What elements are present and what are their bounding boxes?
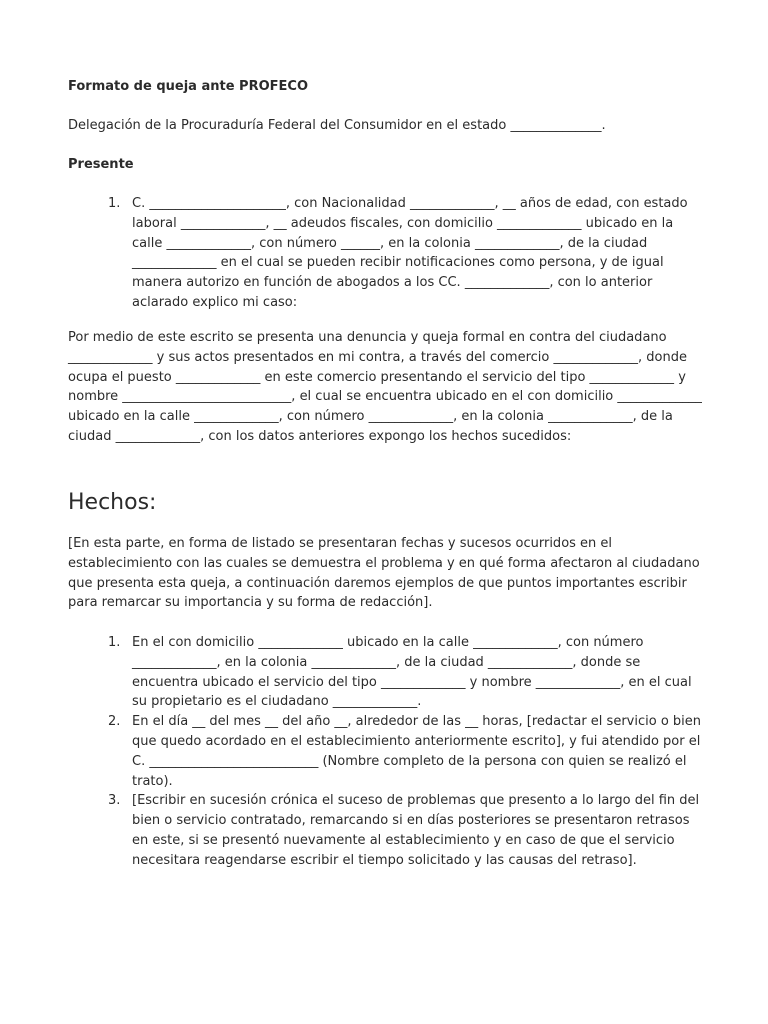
list-item-number: 2. <box>108 714 121 730</box>
list-item-number: 3. <box>108 793 121 809</box>
list-item-text: C. _____________________, con Nacionalidad _____________, __ años de edad, con estado laboral _____________, __ adeudos fiscales, con domicilio _____________ ubicado en la calle _____________, con número ______, en la colonia _____________, de la ciudad _____________ en el cual se pueden recibir notificaciones como persona, y de igual manera autorizo en función de abogados a los CC. _____________, con lo anterior aclarado explico mi caso: <box>132 196 688 310</box>
facts-list <box>108 633 704 871</box>
list-item-text: [Escribir en sucesión crónica el suceso de problemas que presento a lo largo del fin del bien o servicio contratado, remarcando si en días posteriores se presentaron retrasos en este, si se presentó nuevamente al establecimiento y en caso de que el servicio necesitara reagendarse escribir el tiempo solicitado y las causas del retraso]. <box>132 793 700 868</box>
complaint-paragraph: Por medio de este escrito se presenta una denuncia y queja formal en contra del ciudadano _____________ y sus actos presentados en mi contra, a través del comercio _____________, donde ocupa el puesto _____________ en este comercio presentando el servicio del tipo _____________ y nombre __________________________, el cual se encuentra ubicado en el con domicilio _____________ ubicado en la calle _____________, con número _____________, en la colonia _____________, de la ciudad _____________, con los datos anteriores expongo los hechos sucedidos: <box>68 330 702 444</box>
list-item-text: En el día __ del mes __ del año __, alrededor de las __ horas, [redactar el servicio o bien que quedo acordado en el establecimiento anteriormente escrito], y fui atendido por el C. __________________________ (Nombre completo de la persona con quien se realizó el trato). <box>132 714 702 789</box>
list-item <box>108 194 698 313</box>
delegation-line: Delegación de la Procuraduría Federal del Consumidor en el estado ______________. <box>68 118 606 133</box>
list-item <box>108 712 704 791</box>
list-item <box>108 791 704 870</box>
salutation: Presente <box>68 157 134 172</box>
list-item <box>108 633 704 712</box>
section-heading-hechos: Hechos: <box>68 490 157 515</box>
list-item-number: 1. <box>108 635 121 650</box>
document-title: Formato de queja ante PROFECO <box>68 79 308 94</box>
complainant-list <box>108 194 698 313</box>
list-item-text: En el con domicilio _____________ ubicado en la calle _____________, con número _____________, en la colonia _____________, de la ciudad _____________, donde se encuentra ubicado el servicio del tipo _____________ y nombre _____________, en el cual su propietario es el ciudadano _____________. <box>132 635 692 710</box>
instructions-paragraph: [En esta parte, en forma de listado se presentaran fechas y sucesos ocurridos en el establecimiento con las cuales se demuestra el problema y en qué forma afectaron al ciudadano que presenta esta queja, a continuación daremos ejemplos de que puntos importantes escribir para remarcar su importancia y su forma de redacción]. <box>68 536 700 611</box>
list-item-number: 1. <box>108 196 121 211</box>
